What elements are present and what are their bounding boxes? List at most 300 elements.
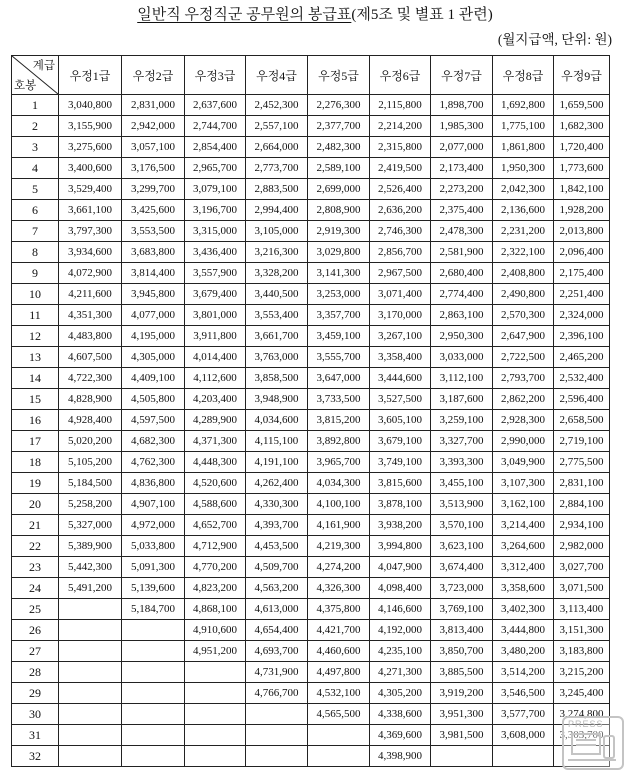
salary-cell: 2,831,100: [554, 473, 610, 494]
table-row: [12, 431, 610, 452]
salary-cell: 3,546,500: [493, 683, 554, 704]
salary-cell: 3,858,500: [246, 368, 308, 389]
salary-cell: [59, 599, 122, 620]
salary-cell: 3,264,600: [493, 536, 554, 557]
salary-cell: 3,312,400: [493, 557, 554, 578]
salary-cell: 4,203,400: [185, 389, 246, 410]
salary-cell: 1,659,500: [554, 95, 610, 116]
salary-cell: 1,898,700: [431, 95, 493, 116]
table-row: [12, 368, 610, 389]
salary-cell: 3,527,500: [370, 389, 431, 410]
salary-cell: 2,982,000: [554, 536, 610, 557]
salary-cell: 3,885,500: [431, 662, 493, 683]
salary-cell: 4,271,300: [370, 662, 431, 683]
salary-cell: 1,682,300: [554, 116, 610, 137]
salary-cell: 3,176,500: [122, 158, 185, 179]
salary-cell: 2,699,000: [308, 179, 370, 200]
salary-cell: [59, 641, 122, 662]
salary-cell: 3,605,100: [370, 410, 431, 431]
salary-cell: 3,480,200: [493, 641, 554, 662]
salary-cell: 1,950,300: [493, 158, 554, 179]
salary-cell: 2,478,300: [431, 221, 493, 242]
salary-cell: 4,460,600: [308, 641, 370, 662]
salary-cell: [122, 746, 185, 767]
step-cell: 1: [12, 95, 59, 116]
table-row: [12, 578, 610, 599]
salary-cell: 2,465,200: [554, 347, 610, 368]
salary-cell: 4,289,900: [185, 410, 246, 431]
salary-cell: 2,581,900: [431, 242, 493, 263]
salary-cell: 3,948,900: [246, 389, 308, 410]
step-cell: 17: [12, 431, 59, 452]
salary-cell: 3,647,000: [308, 368, 370, 389]
salary-cell: 3,162,100: [493, 494, 554, 515]
pay-table: [11, 55, 610, 767]
salary-cell: 3,113,400: [554, 599, 610, 620]
salary-cell: 5,184,700: [122, 599, 185, 620]
salary-cell: 3,033,000: [431, 347, 493, 368]
salary-cell: 3,436,400: [185, 242, 246, 263]
salary-cell: 2,884,100: [554, 494, 610, 515]
salary-cell: 3,797,300: [59, 221, 122, 242]
salary-cell: 5,091,300: [122, 557, 185, 578]
table-row: [12, 284, 610, 305]
salary-cell: 3,071,400: [370, 284, 431, 305]
salary-cell: 3,183,800: [554, 641, 610, 662]
salary-cell: 3,040,800: [59, 95, 122, 116]
salary-cell: 4,770,200: [185, 557, 246, 578]
salary-cell: 1,720,400: [554, 137, 610, 158]
salary-cell: 3,444,600: [370, 368, 431, 389]
table-row: [12, 158, 610, 179]
salary-cell: 3,555,700: [308, 347, 370, 368]
salary-cell: 3,187,600: [431, 389, 493, 410]
salary-cell: 4,351,300: [59, 305, 122, 326]
salary-cell: 3,107,300: [493, 473, 554, 494]
salary-cell: 4,505,800: [122, 389, 185, 410]
salary-cell: 3,079,100: [185, 179, 246, 200]
corner-label-grade: 계급: [32, 60, 55, 72]
table-row: [12, 494, 610, 515]
salary-cell: 4,654,400: [246, 620, 308, 641]
step-cell: 3: [12, 137, 59, 158]
salary-cell: 3,623,100: [431, 536, 493, 557]
salary-cell: 4,338,600: [370, 704, 431, 725]
table-row: [12, 662, 610, 683]
salary-cell: [122, 641, 185, 662]
salary-cell: 3,813,400: [431, 620, 493, 641]
salary-cell: 4,421,700: [308, 620, 370, 641]
salary-cell: 4,375,800: [308, 599, 370, 620]
salary-cell: 3,529,400: [59, 179, 122, 200]
salary-cell: 2,719,100: [554, 431, 610, 452]
corner-header: [12, 56, 59, 95]
salary-cell: 4,910,600: [185, 620, 246, 641]
table-row: [12, 347, 610, 368]
salary-cell: 4,722,300: [59, 368, 122, 389]
salary-cell: 2,419,500: [370, 158, 431, 179]
salary-cell: 3,049,900: [493, 452, 554, 473]
step-cell: 12: [12, 326, 59, 347]
salary-cell: 2,928,300: [493, 410, 554, 431]
salary-cell: 3,679,400: [185, 284, 246, 305]
salary-cell: 2,482,300: [308, 137, 370, 158]
step-cell: 32: [12, 746, 59, 767]
step-cell: 20: [12, 494, 59, 515]
salary-cell: 2,680,400: [431, 263, 493, 284]
salary-cell: 2,934,100: [554, 515, 610, 536]
salary-cell: 4,682,300: [122, 431, 185, 452]
salary-cell: 1,928,200: [554, 200, 610, 221]
salary-cell: 3,327,700: [431, 431, 493, 452]
salary-cell: 4,520,600: [185, 473, 246, 494]
salary-cell: 1,861,800: [493, 137, 554, 158]
salary-cell: [122, 683, 185, 704]
salary-cell: 4,077,000: [122, 305, 185, 326]
salary-cell: 3,911,800: [185, 326, 246, 347]
salary-cell: 1,692,800: [493, 95, 554, 116]
table-row: [12, 326, 610, 347]
salary-cell: 2,322,100: [493, 242, 554, 263]
salary-cell: 4,409,100: [122, 368, 185, 389]
salary-cell: 2,774,400: [431, 284, 493, 305]
salary-cell: 3,661,100: [59, 200, 122, 221]
salary-cell: 2,526,400: [370, 179, 431, 200]
column-header: 우정1급: [59, 56, 122, 95]
step-cell: 16: [12, 410, 59, 431]
salary-cell: 3,196,700: [185, 200, 246, 221]
salary-cell: 3,994,800: [370, 536, 431, 557]
salary-cell: 4,597,500: [122, 410, 185, 431]
salary-cell: 3,553,400: [246, 305, 308, 326]
step-cell: 30: [12, 704, 59, 725]
salary-cell: 3,769,100: [431, 599, 493, 620]
step-cell: 21: [12, 515, 59, 536]
salary-cell: 5,327,000: [59, 515, 122, 536]
salary-cell: 3,814,400: [122, 263, 185, 284]
salary-cell: 4,532,100: [308, 683, 370, 704]
salary-cell: [59, 662, 122, 683]
column-header: 우정6급: [370, 56, 431, 95]
salary-cell: 2,175,400: [554, 263, 610, 284]
salary-cell: 4,326,300: [308, 578, 370, 599]
salary-cell: 3,155,900: [59, 116, 122, 137]
salary-cell: 3,071,500: [554, 578, 610, 599]
salary-cell: 3,267,100: [370, 326, 431, 347]
salary-cell: 4,112,600: [185, 368, 246, 389]
column-header: 우정7급: [431, 56, 493, 95]
salary-cell: 3,850,700: [431, 641, 493, 662]
salary-cell: 3,275,600: [59, 137, 122, 158]
salary-cell: [185, 662, 246, 683]
step-cell: 15: [12, 389, 59, 410]
salary-cell: 4,951,200: [185, 641, 246, 662]
salary-cell: 4,274,200: [308, 557, 370, 578]
salary-cell: [59, 704, 122, 725]
salary-cell: 3,303,700: [554, 725, 610, 746]
salary-cell: 3,215,200: [554, 662, 610, 683]
salary-cell: 1,773,600: [554, 158, 610, 179]
salary-cell: 2,664,000: [246, 137, 308, 158]
salary-cell: 3,815,200: [308, 410, 370, 431]
salary-cell: 3,440,500: [246, 284, 308, 305]
salary-cell: 3,965,700: [308, 452, 370, 473]
salary-cell: 4,972,000: [122, 515, 185, 536]
salary-cell: 4,762,300: [122, 452, 185, 473]
salary-cell: 4,868,100: [185, 599, 246, 620]
salary-cell: 2,808,900: [308, 200, 370, 221]
column-header: 우정9급: [554, 56, 610, 95]
table-row: [12, 200, 610, 221]
table-row: [12, 263, 610, 284]
table-row: [12, 641, 610, 662]
step-cell: 6: [12, 200, 59, 221]
salary-cell: 4,907,100: [122, 494, 185, 515]
salary-cell: 5,139,600: [122, 578, 185, 599]
salary-cell: 3,402,300: [493, 599, 554, 620]
salary-cell: 2,856,700: [370, 242, 431, 263]
salary-cell: 4,014,400: [185, 347, 246, 368]
salary-cell: 2,831,000: [122, 95, 185, 116]
salary-cell: 4,191,100: [246, 452, 308, 473]
salary-cell: 2,377,700: [308, 116, 370, 137]
salary-cell: 3,315,000: [185, 221, 246, 242]
salary-cell: 2,452,300: [246, 95, 308, 116]
salary-cell: 5,442,300: [59, 557, 122, 578]
step-cell: 14: [12, 368, 59, 389]
salary-cell: 2,096,400: [554, 242, 610, 263]
salary-cell: 2,883,500: [246, 179, 308, 200]
step-cell: 29: [12, 683, 59, 704]
table-row: [12, 704, 610, 725]
table-row: [12, 410, 610, 431]
page-title: [0, 4, 630, 26]
corner-label-step: 호봉: [14, 80, 37, 92]
salary-cell: 4,211,600: [59, 284, 122, 305]
salary-cell: 3,661,700: [246, 326, 308, 347]
salary-cell: 5,033,800: [122, 536, 185, 557]
salary-cell: 4,305,000: [122, 347, 185, 368]
salary-cell: 4,330,300: [246, 494, 308, 515]
salary-cell: [122, 725, 185, 746]
salary-cell: 4,195,000: [122, 326, 185, 347]
salary-cell: [246, 725, 308, 746]
step-cell: 7: [12, 221, 59, 242]
salary-cell: 1,775,100: [493, 116, 554, 137]
salary-cell: 4,563,200: [246, 578, 308, 599]
salary-cell: 3,815,600: [370, 473, 431, 494]
salary-cell: 4,712,900: [185, 536, 246, 557]
salary-cell: 5,258,200: [59, 494, 122, 515]
salary-cell: [59, 620, 122, 641]
salary-cell: 2,636,200: [370, 200, 431, 221]
salary-cell: 2,773,700: [246, 158, 308, 179]
salary-cell: 3,951,300: [431, 704, 493, 725]
salary-cell: [431, 746, 493, 767]
salary-cell: 3,577,700: [493, 704, 554, 725]
step-cell: 4: [12, 158, 59, 179]
salary-cell: 2,862,200: [493, 389, 554, 410]
salary-cell: 2,994,400: [246, 200, 308, 221]
pay-table-body: [12, 95, 610, 767]
column-header: 우정3급: [185, 56, 246, 95]
salary-cell: 2,173,400: [431, 158, 493, 179]
salary-cell: 4,034,300: [308, 473, 370, 494]
title-suffix: (제5조 및 별표 1 관련): [351, 7, 493, 23]
salary-cell: 4,305,200: [370, 683, 431, 704]
salary-cell: 2,136,600: [493, 200, 554, 221]
title-main: 일반직 우정직군 공무원의 봉급표: [137, 7, 352, 23]
salary-cell: 4,369,600: [370, 725, 431, 746]
salary-cell: 1,842,100: [554, 179, 610, 200]
salary-cell: 3,570,100: [431, 515, 493, 536]
salary-cell: 3,679,100: [370, 431, 431, 452]
header-row: [12, 56, 610, 95]
salary-cell: 5,105,200: [59, 452, 122, 473]
salary-cell: 3,674,400: [431, 557, 493, 578]
salary-cell: 2,557,100: [246, 116, 308, 137]
step-cell: 13: [12, 347, 59, 368]
salary-cell: 4,371,300: [185, 431, 246, 452]
salary-cell: 3,170,000: [370, 305, 431, 326]
salary-cell: 5,020,200: [59, 431, 122, 452]
salary-cell: 3,358,600: [493, 578, 554, 599]
salary-cell: 2,942,000: [122, 116, 185, 137]
salary-cell: 3,400,600: [59, 158, 122, 179]
salary-cell: 3,455,100: [431, 473, 493, 494]
salary-cell: 3,513,900: [431, 494, 493, 515]
salary-cell: 2,251,400: [554, 284, 610, 305]
salary-cell: [59, 683, 122, 704]
salary-cell: 2,919,300: [308, 221, 370, 242]
salary-cell: 2,637,600: [185, 95, 246, 116]
salary-cell: 2,490,800: [493, 284, 554, 305]
salary-cell: 4,607,500: [59, 347, 122, 368]
stamp-label: PRESS: [568, 719, 604, 729]
salary-cell: 4,509,700: [246, 557, 308, 578]
salary-cell: 2,990,000: [493, 431, 554, 452]
step-cell: 24: [12, 578, 59, 599]
salary-cell: 2,273,200: [431, 179, 493, 200]
salary-cell: [308, 725, 370, 746]
salary-cell: 3,801,000: [185, 305, 246, 326]
salary-cell: [246, 746, 308, 767]
salary-cell: 3,214,400: [493, 515, 554, 536]
salary-cell: 3,027,700: [554, 557, 610, 578]
table-row: [12, 389, 610, 410]
salary-cell: 5,491,200: [59, 578, 122, 599]
salary-cell: 4,115,100: [246, 431, 308, 452]
salary-cell: 3,919,200: [431, 683, 493, 704]
column-header: 우정8급: [493, 56, 554, 95]
salary-cell: 4,693,700: [246, 641, 308, 662]
salary-cell: 4,836,800: [122, 473, 185, 494]
table-row: [12, 725, 610, 746]
salary-cell: 3,299,700: [122, 179, 185, 200]
salary-cell: 3,141,300: [308, 263, 370, 284]
salary-cell: [493, 746, 554, 767]
table-row: [12, 305, 610, 326]
salary-cell: 3,105,000: [246, 221, 308, 242]
salary-cell: [308, 746, 370, 767]
table-row: [12, 242, 610, 263]
salary-cell: [59, 746, 122, 767]
step-cell: 22: [12, 536, 59, 557]
salary-cell: 4,262,400: [246, 473, 308, 494]
table-row: [12, 473, 610, 494]
step-cell: 18: [12, 452, 59, 473]
salary-cell: 3,444,800: [493, 620, 554, 641]
salary-cell: 3,938,200: [370, 515, 431, 536]
salary-cell: 3,723,000: [431, 578, 493, 599]
salary-cell: 2,324,000: [554, 305, 610, 326]
salary-cell: 2,315,800: [370, 137, 431, 158]
salary-cell: 3,763,000: [246, 347, 308, 368]
unit-note: (월지급액, 단위: 원): [497, 32, 612, 47]
salary-cell: 4,823,200: [185, 578, 246, 599]
salary-cell: [185, 746, 246, 767]
salary-cell: 3,274,800: [554, 704, 610, 725]
salary-cell: 4,828,900: [59, 389, 122, 410]
table-row: [12, 221, 610, 242]
table-row: [12, 452, 610, 473]
table-row: [12, 179, 610, 200]
column-header: 우정4급: [246, 56, 308, 95]
table-row: [12, 116, 610, 137]
salary-cell: 3,557,900: [185, 263, 246, 284]
salary-cell: 2,077,000: [431, 137, 493, 158]
salary-cell: 4,100,100: [308, 494, 370, 515]
salary-cell: 2,863,100: [431, 305, 493, 326]
table-row: [12, 620, 610, 641]
step-cell: 23: [12, 557, 59, 578]
salary-cell: 4,146,600: [370, 599, 431, 620]
salary-cell: 4,613,000: [246, 599, 308, 620]
salary-cell: 4,034,600: [246, 410, 308, 431]
salary-cell: 3,553,500: [122, 221, 185, 242]
salary-cell: 2,231,200: [493, 221, 554, 242]
salary-cell: 2,408,800: [493, 263, 554, 284]
salary-cell: 3,259,100: [431, 410, 493, 431]
salary-cell: 2,967,500: [370, 263, 431, 284]
salary-cell: 2,115,800: [370, 95, 431, 116]
salary-cell: 1,985,300: [431, 116, 493, 137]
step-cell: 19: [12, 473, 59, 494]
salary-cell: 2,658,500: [554, 410, 610, 431]
salary-cell: 2,854,400: [185, 137, 246, 158]
step-cell: 10: [12, 284, 59, 305]
salary-cell: 3,425,600: [122, 200, 185, 221]
table-row: [12, 536, 610, 557]
step-cell: 2: [12, 116, 59, 137]
salary-cell: [122, 620, 185, 641]
table-row: [12, 95, 610, 116]
salary-cell: 4,398,900: [370, 746, 431, 767]
salary-cell: 3,328,200: [246, 263, 308, 284]
salary-cell: 3,112,100: [431, 368, 493, 389]
salary-cell: 4,483,800: [59, 326, 122, 347]
salary-cell: 3,151,300: [554, 620, 610, 641]
salary-cell: 4,072,900: [59, 263, 122, 284]
column-header: 우정2급: [122, 56, 185, 95]
salary-cell: 3,245,400: [554, 683, 610, 704]
step-cell: 28: [12, 662, 59, 683]
step-cell: 8: [12, 242, 59, 263]
salary-cell: 2,596,400: [554, 389, 610, 410]
salary-cell: 2,214,200: [370, 116, 431, 137]
salary-cell: 2,042,300: [493, 179, 554, 200]
table-row: [12, 137, 610, 158]
